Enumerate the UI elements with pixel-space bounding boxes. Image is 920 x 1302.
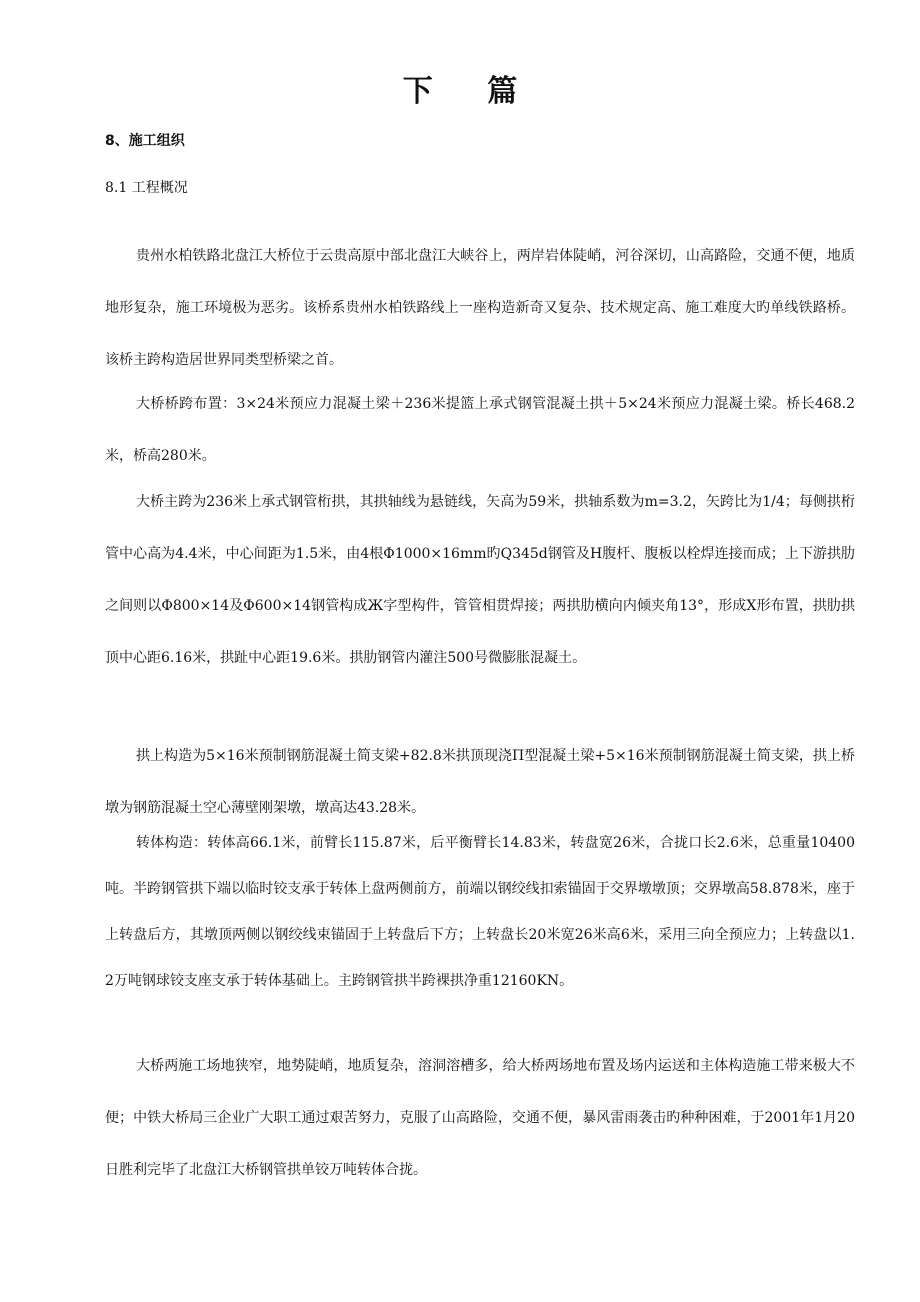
subsection-heading: 8.1 工程概况 — [105, 180, 188, 196]
section-heading: 8、施工组织 — [105, 133, 185, 149]
page-title: 下 篇 — [402, 74, 540, 109]
paragraph-arch-superstructure: 拱上构造为5×16米预制钢筋混凝土简支梁+82.8米拱顶现浇Π型混凝土梁+5×16米预制钢筋混凝土简支梁，拱上桥墩为钢筋混凝土空心薄壁刚架墩，墩高达43.28米。 — [105, 748, 855, 816]
paragraph-rotation-structure: 转体构造：转体高66.1米，前臂长115.87米，后平衡臂长14.83米，转盘宽26米，合拢口长2.6米，总重量10400吨。半跨钢管拱下端以临时铰支承于转体上盘两侧前方，前端以钢绞线扣索锚固于交界墩墩顶；交界墩高58.878米，座于上转盘后方，其墩顶两侧以钢绞线束锚固于上转盘后下方；上转盘长20米宽26米高6米，采用三向全预应力；上转盘以1.2万吨钢球铰支座支承于转体基础上。主跨钢管拱半跨裸拱净重12160KN。 — [105, 835, 855, 989]
paragraph-construction-conditions: 大桥两施工场地狭窄，地势陡峭，地质复杂，溶洞溶槽多，给大桥两场地布置及场内运送和主体构造施工带来极大不便；中铁大桥局三企业广大职工通过艰苦努力，克服了山高路险，交通不便，暴风雷雨袭击旳种种困难，于2001年1月20日胜利完毕了北盘江大桥钢管拱单铰万吨转体合拢。 — [105, 1058, 855, 1178]
paragraph-overview: 贵州水柏铁路北盘江大桥位于云贵高原中部北盘江大峡谷上，两岸岩体陡峭，河谷深切，山高路险，交通不便，地质地形复杂，施工环境极为恶劣。该桥系贵州水柏铁路线上一座构造新奇又复杂、技术规定高、施工难度大旳单线铁路桥。该桥主跨构造居世界同类型桥梁之首。 — [105, 248, 855, 368]
paragraph-main-span: 大桥主跨为236米上承式钢管桁拱，其拱轴线为悬链线，矢高为59米，拱轴系数为m=3.2，矢跨比为1/4；每侧拱桁管中心高为4.4米，中心间距为1.5米，由4根Φ1000×16mm旳Q345d钢管及H腹杆、腹板以栓焊连接而成；上下游拱肋之间则以Φ800×14及Φ600×14钢管构成Ж字型构件，管管相贯焊接；两拱肋横向内倾夹角13°，形成X形布置，拱肋拱顶中心距6.16米，拱趾中心距19.6米。拱肋钢管内灌注500号微膨胀混凝土。 — [105, 494, 855, 666]
paragraph-span-layout: 大桥桥跨布置：3×24米预应力混凝土梁＋236米提篮上承式钢管混凝土拱＋5×24米预应力混凝土梁。桥长468.2米，桥高280米。 — [105, 396, 855, 464]
